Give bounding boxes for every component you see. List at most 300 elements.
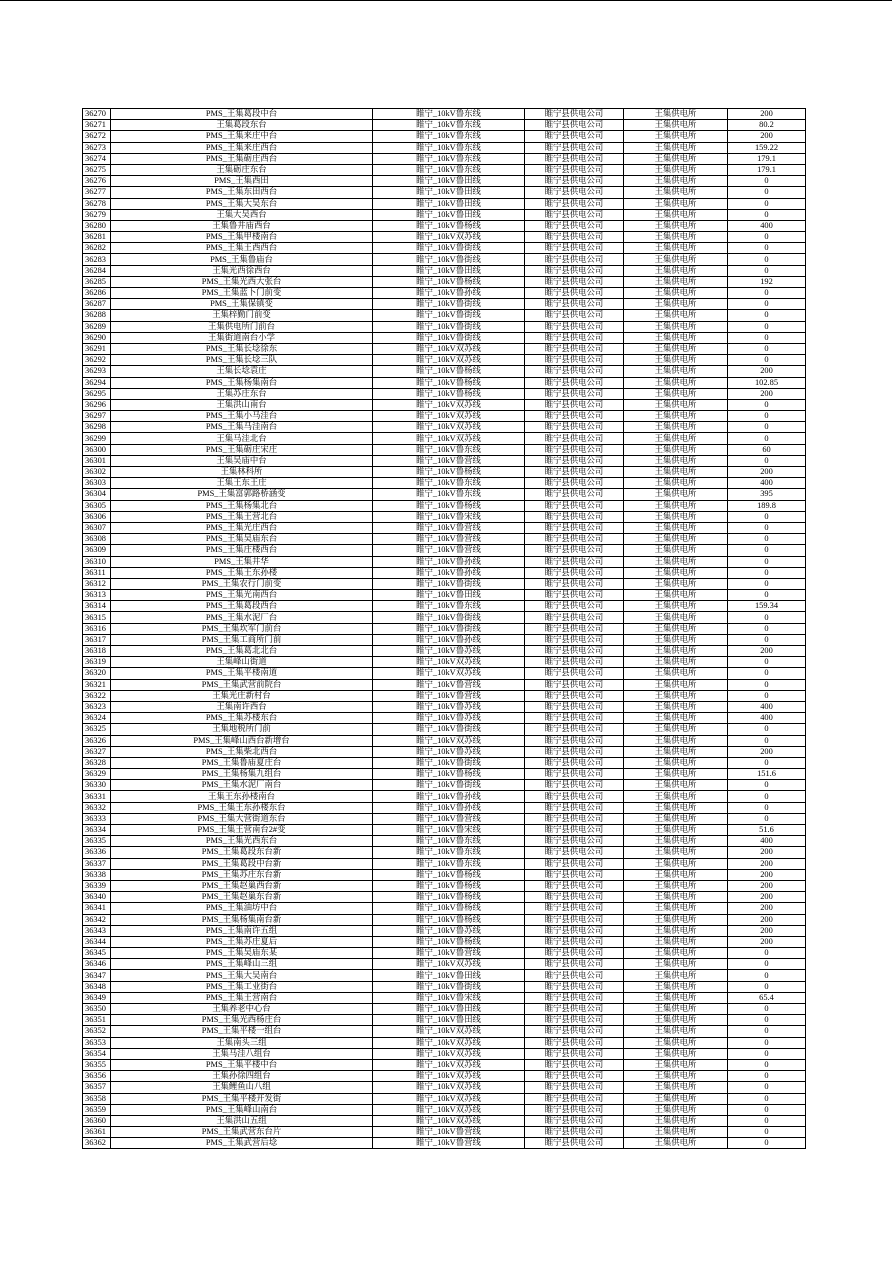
company-cell: 睢宁县供电公司 [525,142,624,153]
record-id-cell: 36339 [83,880,111,891]
table-row [83,914,806,925]
company-cell: 睢宁县供电公司 [525,992,624,1003]
feeder-line-cell: 睢宁_10kV鲁东线 [373,109,525,120]
table-row [83,265,806,276]
record-id-cell: 36316 [83,623,111,634]
transformer-name-cell: 王集洪山南台 [111,399,373,410]
table-row [83,780,806,791]
station-cell: 王集供电所 [624,1071,728,1082]
company-cell: 睢宁县供电公司 [525,1138,624,1149]
transformer-name-cell: PMS_王集砺庄宋庄 [111,444,373,455]
feeder-line-cell: 睢宁_10kV鲁街线 [373,321,525,332]
table-row [83,970,806,981]
table-row [83,836,806,847]
transformer-name-cell: PMS_王集平楼南道 [111,668,373,679]
transformer-name-cell: 王集峰山街道 [111,657,373,668]
record-id-cell: 36312 [83,578,111,589]
feeder-line-cell: 睢宁_10kV鲁田线 [373,209,525,220]
transformer-name-cell: PMS_王集光西杨庄台 [111,1015,373,1026]
feeder-line-cell: 睢宁_10kV鲁街线 [373,780,525,791]
feeder-line-cell: 睢宁_10kV鲁东线 [373,164,525,175]
table-row [83,735,806,746]
station-cell: 王集供电所 [624,959,728,970]
record-id-cell: 36293 [83,366,111,377]
feeder-line-cell: 睢宁_10kV鲁街线 [373,578,525,589]
transformer-name-cell: PMS_王集庄楼西台 [111,545,373,556]
transformer-name-cell: 王集地税所门前 [111,724,373,735]
station-cell: 王集供电所 [624,1115,728,1126]
table-row [83,522,806,533]
table-row [83,590,806,601]
record-id-cell: 36299 [83,433,111,444]
station-cell: 王集供电所 [624,1004,728,1015]
capacity-cell: 0 [728,948,806,959]
station-cell: 王集供电所 [624,948,728,959]
table-row [83,869,806,880]
transformer-name-cell: PMS_王集井华 [111,556,373,567]
company-cell: 睢宁县供电公司 [525,1104,624,1115]
transformer-name-cell: PMS_王集平楼中台 [111,1059,373,1070]
transformer-name-cell: 王集砺庄东台 [111,164,373,175]
transformer-name-cell: PMS_王集农行门前变 [111,578,373,589]
company-cell: 睢宁县供电公司 [525,959,624,970]
record-id-cell: 36294 [83,377,111,388]
capacity-cell: 151.6 [728,769,806,780]
company-cell: 睢宁县供电公司 [525,522,624,533]
feeder-line-cell: 睢宁_10kV鲁街线 [373,612,525,623]
transformer-name-cell: PMS_王集砺庄西台 [111,153,373,164]
company-cell: 睢宁县供电公司 [525,265,624,276]
feeder-line-cell: 睢宁_10kV双苏线 [373,1059,525,1070]
station-cell: 王集供电所 [624,355,728,366]
capacity-cell: 200 [728,746,806,757]
feeder-line-cell: 睢宁_10kV鲁营线 [373,1138,525,1149]
capacity-cell: 0 [728,657,806,668]
table-row [83,377,806,388]
capacity-cell: 200 [728,646,806,657]
company-cell: 睢宁县供电公司 [525,131,624,142]
feeder-line-cell: 睢宁_10kV鲁东线 [373,478,525,489]
capacity-cell: 0 [728,1115,806,1126]
transformer-name-cell: PMS_王集油坊中台 [111,903,373,914]
record-id-cell: 36343 [83,925,111,936]
capacity-cell: 189.8 [728,500,806,511]
station-cell: 王集供电所 [624,176,728,187]
company-cell: 睢宁县供电公司 [525,936,624,947]
feeder-line-cell: 睢宁_10kV鲁街线 [373,623,525,634]
company-cell: 睢宁县供电公司 [525,232,624,243]
transformer-name-cell: PMS_王集鲁庙夏庄台 [111,757,373,768]
transformer-name-cell: PMS_王集吴庙东某 [111,948,373,959]
capacity-cell: 0 [728,668,806,679]
capacity-cell: 200 [728,914,806,925]
transformer-name-cell: PMS_王集平楼开发街 [111,1093,373,1104]
station-cell: 王集供电所 [624,668,728,679]
capacity-cell: 0 [728,288,806,299]
station-cell: 王集供电所 [624,1093,728,1104]
company-cell: 睢宁县供电公司 [525,556,624,567]
transformer-name-cell: PMS_王集坎军门前台 [111,623,373,634]
transformer-name-cell: PMS_王集蓝卜门前变 [111,288,373,299]
transformer-name-cell: PMS_王集平楼一组台 [111,1026,373,1037]
table-row [83,825,806,836]
station-cell: 王集供电所 [624,1127,728,1138]
station-cell: 王集供电所 [624,411,728,422]
company-cell: 睢宁县供电公司 [525,1026,624,1037]
company-cell: 睢宁县供电公司 [525,467,624,478]
capacity-cell: 395 [728,489,806,500]
record-id-cell: 36286 [83,288,111,299]
company-cell: 睢宁县供电公司 [525,701,624,712]
record-id-cell: 36317 [83,634,111,645]
feeder-line-cell: 睢宁_10kV鲁杨线 [373,276,525,287]
capacity-cell: 0 [728,612,806,623]
transformer-name-cell: PMS_王集来庄西台 [111,142,373,153]
station-cell: 王集供电所 [624,903,728,914]
transformer-name-cell: PMS_王集光西大张台 [111,276,373,287]
company-cell: 睢宁县供电公司 [525,769,624,780]
company-cell: 睢宁县供电公司 [525,802,624,813]
record-id-cell: 36298 [83,422,111,433]
table-row [83,422,806,433]
table-row [83,813,806,824]
capacity-cell: 0 [728,243,806,254]
table-row [83,925,806,936]
feeder-line-cell: 睢宁_10kV鲁杨线 [373,220,525,231]
transformer-table [82,108,806,1149]
table-row [83,399,806,410]
company-cell: 睢宁县供电公司 [525,422,624,433]
transformer-name-cell: PMS_王集杨集南台新 [111,914,373,925]
table-row [83,388,806,399]
transformer-name-cell: PMS_王集光庄西台 [111,522,373,533]
table-row [83,131,806,142]
record-id-cell: 36332 [83,802,111,813]
station-cell: 王集供电所 [624,925,728,936]
station-cell: 王集供电所 [624,813,728,824]
transformer-name-cell: PMS_王集杨集南台 [111,377,373,388]
station-cell: 王集供电所 [624,1026,728,1037]
station-cell: 王集供电所 [624,802,728,813]
capacity-cell: 80.2 [728,120,806,131]
table-row [83,1026,806,1037]
company-cell: 睢宁县供电公司 [525,836,624,847]
station-cell: 王集供电所 [624,489,728,500]
record-id-cell: 36334 [83,825,111,836]
capacity-cell: 159.22 [728,142,806,153]
capacity-cell: 0 [728,254,806,265]
transformer-name-cell: PMS_王集富郭路桥涵变 [111,489,373,500]
station-cell: 王集供电所 [624,556,728,567]
transformer-name-cell: PMS_王集赵巢东台新 [111,892,373,903]
station-cell: 王集供电所 [624,310,728,321]
feeder-line-cell: 睢宁_10kV鲁苏线 [373,701,525,712]
capacity-cell: 0 [728,813,806,824]
capacity-cell: 179.1 [728,164,806,175]
feeder-line-cell: 睢宁_10kV鲁孙线 [373,791,525,802]
table-row [83,332,806,343]
station-cell: 王集供电所 [624,545,728,556]
capacity-cell: 0 [728,187,806,198]
record-id-cell: 36342 [83,914,111,925]
station-cell: 王集供电所 [624,892,728,903]
feeder-line-cell: 睢宁_10kV鲁营线 [373,545,525,556]
record-id-cell: 36289 [83,321,111,332]
record-id-cell: 36320 [83,668,111,679]
table-row [83,880,806,891]
table-row [83,657,806,668]
feeder-line-cell: 睢宁_10kV鲁孙线 [373,634,525,645]
table-row [83,1037,806,1048]
capacity-cell: 0 [728,757,806,768]
capacity-cell: 200 [728,847,806,858]
station-cell: 王集供电所 [624,713,728,724]
table-row [83,489,806,500]
table-row [83,769,806,780]
feeder-line-cell: 睢宁_10kV双苏线 [373,959,525,970]
record-id-cell: 36329 [83,769,111,780]
transformer-name-cell: PMS_王集王营北台 [111,511,373,522]
station-cell: 王集供电所 [624,164,728,175]
table-row [83,679,806,690]
table-row [83,411,806,422]
record-id-cell: 36362 [83,1138,111,1149]
table-row [83,612,806,623]
company-cell: 睢宁县供电公司 [525,668,624,679]
capacity-cell: 0 [728,724,806,735]
record-id-cell: 36310 [83,556,111,567]
record-id-cell: 36302 [83,467,111,478]
company-cell: 睢宁县供电公司 [525,646,624,657]
capacity-cell: 0 [728,959,806,970]
station-cell: 王集供电所 [624,780,728,791]
transformer-name-cell: PMS_王集葛段中台新 [111,858,373,869]
station-cell: 王集供电所 [624,1037,728,1048]
company-cell: 睢宁县供电公司 [525,780,624,791]
capacity-cell: 0 [728,198,806,209]
company-cell: 睢宁县供电公司 [525,299,624,310]
record-id-cell: 36304 [83,489,111,500]
record-id-cell: 36352 [83,1026,111,1037]
capacity-cell: 400 [728,701,806,712]
station-cell: 王集供电所 [624,836,728,847]
feeder-line-cell: 睢宁_10kV鲁街线 [373,310,525,321]
company-cell: 睢宁县供电公司 [525,1015,624,1026]
record-id-cell: 36272 [83,131,111,142]
feeder-line-cell: 睢宁_10kV鲁东线 [373,489,525,500]
company-cell: 睢宁县供电公司 [525,478,624,489]
feeder-line-cell: 睢宁_10kV鲁田线 [373,1015,525,1026]
station-cell: 王集供电所 [624,567,728,578]
capacity-cell: 0 [728,1104,806,1115]
capacity-cell: 0 [728,1048,806,1059]
feeder-line-cell: 睢宁_10kV鲁营线 [373,690,525,701]
capacity-cell: 0 [728,265,806,276]
station-cell: 王集供电所 [624,511,728,522]
feeder-line-cell: 睢宁_10kV鲁杨线 [373,892,525,903]
capacity-cell: 0 [728,1127,806,1138]
station-cell: 王集供电所 [624,612,728,623]
station-cell: 王集供电所 [624,825,728,836]
station-cell: 王集供电所 [624,332,728,343]
record-id-cell: 36315 [83,612,111,623]
record-id-cell: 36292 [83,355,111,366]
capacity-cell: 0 [728,1015,806,1026]
transformer-name-cell: 王集王东孙楼南台 [111,791,373,802]
transformer-name-cell: 王集供电所门前台 [111,321,373,332]
table-row [83,433,806,444]
record-id-cell: 36327 [83,746,111,757]
feeder-line-cell: 睢宁_10kV鲁东线 [373,444,525,455]
company-cell: 睢宁县供电公司 [525,657,624,668]
station-cell: 王集供电所 [624,198,728,209]
station-cell: 王集供电所 [624,578,728,589]
company-cell: 睢宁县供电公司 [525,903,624,914]
company-cell: 睢宁县供电公司 [525,254,624,265]
capacity-cell: 0 [728,1082,806,1093]
station-cell: 王集供电所 [624,970,728,981]
station-cell: 王集供电所 [624,265,728,276]
feeder-line-cell: 睢宁_10kV鲁东线 [373,142,525,153]
company-cell: 睢宁县供电公司 [525,757,624,768]
company-cell: 睢宁县供电公司 [525,1037,624,1048]
transformer-name-cell: PMS_王集鲁庙台 [111,254,373,265]
station-cell: 王集供电所 [624,1104,728,1115]
transformer-name-cell: PMS_王集水泥厂南台 [111,780,373,791]
company-cell: 睢宁县供电公司 [525,545,624,556]
company-cell: 睢宁县供电公司 [525,500,624,511]
capacity-cell: 0 [728,981,806,992]
company-cell: 睢宁县供电公司 [525,109,624,120]
company-cell: 睢宁县供电公司 [525,288,624,299]
capacity-cell: 400 [728,220,806,231]
record-id-cell: 36357 [83,1082,111,1093]
table-row [83,791,806,802]
transformer-name-cell: PMS_王集工业街台 [111,981,373,992]
record-id-cell: 36306 [83,511,111,522]
table-row [83,310,806,321]
record-id-cell: 36344 [83,936,111,947]
capacity-cell: 0 [728,433,806,444]
station-cell: 王集供电所 [624,422,728,433]
feeder-line-cell: 睢宁_10kV鲁营线 [373,522,525,533]
capacity-cell: 0 [728,1004,806,1015]
table-row [83,1059,806,1070]
feeder-line-cell: 睢宁_10kV鲁街线 [373,757,525,768]
capacity-cell: 200 [728,467,806,478]
transformer-name-cell: 王集南头三组 [111,1037,373,1048]
table-row [83,668,806,679]
company-cell: 睢宁县供电公司 [525,198,624,209]
capacity-cell: 0 [728,545,806,556]
record-id-cell: 36283 [83,254,111,265]
record-id-cell: 36309 [83,545,111,556]
transformer-name-cell: PMS_王集东田西台 [111,187,373,198]
station-cell: 王集供电所 [624,769,728,780]
capacity-cell: 200 [728,388,806,399]
record-id-cell: 36333 [83,813,111,824]
station-cell: 王集供电所 [624,276,728,287]
feeder-line-cell: 睢宁_10kV鲁苏线 [373,713,525,724]
table-row [83,467,806,478]
feeder-line-cell: 睢宁_10kV双苏线 [373,232,525,243]
feeder-line-cell: 睢宁_10kV鲁东线 [373,836,525,847]
company-cell: 睢宁县供电公司 [525,243,624,254]
table-row [83,1115,806,1126]
record-id-cell: 36282 [83,243,111,254]
transformer-name-cell: PMS_王集武营后埝 [111,1138,373,1149]
record-id-cell: 36281 [83,232,111,243]
feeder-line-cell: 睢宁_10kV鲁田线 [373,590,525,601]
company-cell: 睢宁县供电公司 [525,623,624,634]
station-cell: 王集供电所 [624,321,728,332]
station-cell: 王集供电所 [624,1015,728,1026]
record-id-cell: 36297 [83,411,111,422]
table-row [83,545,806,556]
station-cell: 王集供电所 [624,455,728,466]
transformer-name-cell: 王集长埝袁庄 [111,366,373,377]
record-id-cell: 36270 [83,109,111,120]
table-row [83,1082,806,1093]
company-cell: 睢宁县供电公司 [525,735,624,746]
transformer-name-cell: PMS_王集峰山西台新增台 [111,735,373,746]
feeder-line-cell: 睢宁_10kV鲁杨线 [373,467,525,478]
feeder-line-cell: 睢宁_10kV鲁营线 [373,813,525,824]
station-cell: 王集供电所 [624,109,728,120]
station-cell: 王集供电所 [624,444,728,455]
capacity-cell: 0 [728,522,806,533]
table-row [83,299,806,310]
company-cell: 睢宁县供电公司 [525,388,624,399]
feeder-line-cell: 睢宁_10kV鲁杨线 [373,388,525,399]
capacity-cell: 102.85 [728,377,806,388]
transformer-name-cell: PMS_王集苏庄夏后 [111,936,373,947]
station-cell: 王集供电所 [624,858,728,869]
table-row [83,1048,806,1059]
company-cell: 睢宁县供电公司 [525,120,624,131]
feeder-line-cell: 睢宁_10kV双苏线 [373,411,525,422]
transformer-name-cell: 王集鲤鱼山八组 [111,1082,373,1093]
record-id-cell: 36276 [83,176,111,187]
capacity-cell: 200 [728,366,806,377]
station-cell: 王集供电所 [624,288,728,299]
record-id-cell: 36330 [83,780,111,791]
capacity-cell: 400 [728,836,806,847]
company-cell: 睢宁县供电公司 [525,377,624,388]
station-cell: 王集供电所 [624,254,728,265]
table-row [83,802,806,813]
company-cell: 睢宁县供电公司 [525,914,624,925]
station-cell: 王集供电所 [624,646,728,657]
table-row [83,746,806,757]
company-cell: 睢宁县供电公司 [525,164,624,175]
station-cell: 王集供电所 [624,366,728,377]
station-cell: 王集供电所 [624,690,728,701]
station-cell: 王集供电所 [624,299,728,310]
table-row [83,109,806,120]
capacity-cell: 0 [728,623,806,634]
station-cell: 王集供电所 [624,590,728,601]
feeder-line-cell: 睢宁_10kV鲁营线 [373,948,525,959]
company-cell: 睢宁县供电公司 [525,220,624,231]
table-row [83,444,806,455]
capacity-cell: 200 [728,903,806,914]
transformer-name-cell: PMS_王集赵巢西台新 [111,880,373,891]
capacity-cell: 0 [728,780,806,791]
feeder-line-cell: 睢宁_10kV鲁田线 [373,1004,525,1015]
company-cell: 睢宁县供电公司 [525,1082,624,1093]
company-cell: 睢宁县供电公司 [525,925,624,936]
